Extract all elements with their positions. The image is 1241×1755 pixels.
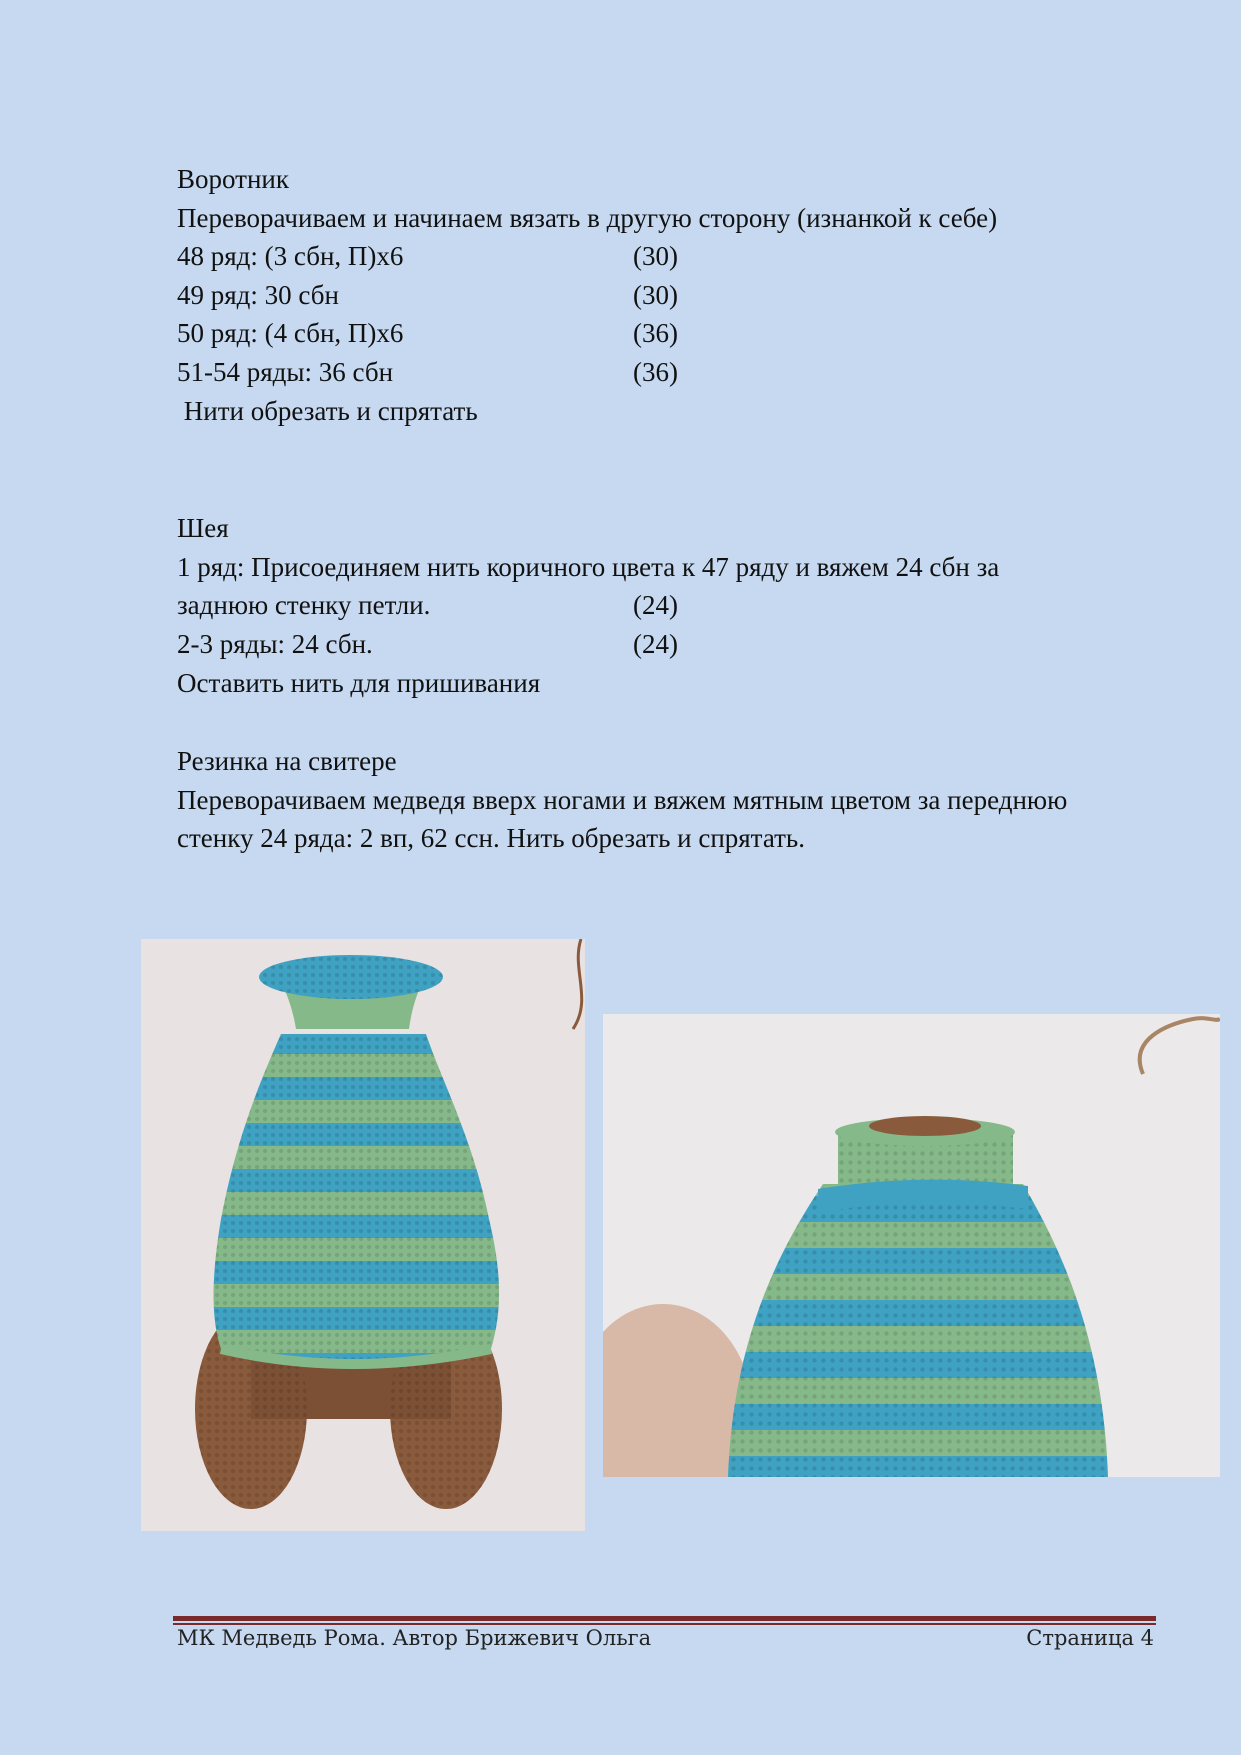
ribbing-line-1: Переворачиваем медведя вверх ногами и вяжем мятным цветом за переднюю [177, 784, 1068, 815]
collar-row [177, 237, 1177, 276]
row-text: 2-3 ряды: 24 сбн. [177, 628, 373, 659]
neck-row-1: 1 ряд: Присоединяем нить коричного цвета к 47 ряду и вяжем 24 сбн за [177, 551, 1000, 582]
ribbing-line-2: стенку 24 ряда: 2 вп, 62 ссн. Нить обрезать и спрятать. [177, 823, 805, 854]
stitch-count: (24) [633, 590, 678, 621]
row-text: 50 ряд: (4 сбн, П)х6 [177, 318, 404, 349]
row-text: 49 ряд: 30 сбн [177, 279, 339, 310]
row-text: 48 ряд: (3 сбн, П)х6 [177, 241, 404, 272]
row-text: заднюю стенку петли. [177, 590, 431, 621]
neck-finish: Оставить нить для пришивания [177, 667, 541, 698]
neck-row-2 [177, 625, 1177, 664]
row-text: 51-54 ряды: 36 сбн [177, 356, 394, 387]
photo-collar-closeup [603, 1014, 1220, 1477]
collar-intro: Переворачиваем и начинаем вязать в другую сторону (изнанкой к себе) [177, 202, 998, 233]
stitch-count: (30) [633, 241, 678, 272]
collar-row [177, 353, 1177, 392]
collar-row [177, 314, 1177, 353]
document-body [177, 160, 1177, 858]
page-number: Страница 4 [1026, 1626, 1154, 1650]
neck-row-1-cont [177, 586, 1177, 625]
footer-title: МК Медведь Рома. Автор Брижевич Ольга [177, 1626, 652, 1650]
ribbing-title: Резинка на свитере [177, 746, 397, 777]
collar-finish: Нити обрезать и спрятать [177, 395, 478, 426]
footer-divider-thin [173, 1623, 1156, 1625]
photo-bear-body-back [141, 939, 585, 1531]
crochet-collar-illustration [603, 1014, 1220, 1477]
crochet-bear-illustration [141, 939, 585, 1531]
collar-row [177, 276, 1177, 315]
collar-title: Воротник [177, 164, 289, 194]
neck-title: Шея [177, 513, 229, 544]
footer-divider [173, 1616, 1156, 1621]
stitch-count: (36) [633, 318, 678, 349]
stitch-count: (30) [633, 279, 678, 310]
stitch-count: (36) [633, 356, 678, 387]
stitch-count: (24) [633, 628, 678, 659]
